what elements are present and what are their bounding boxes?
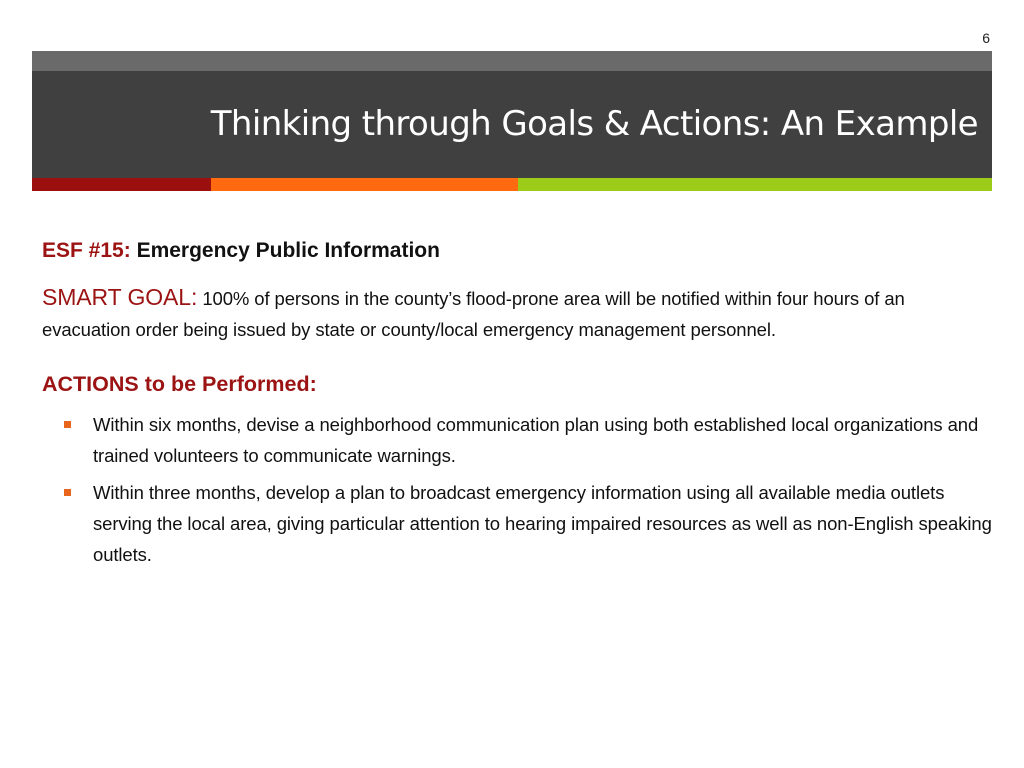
smart-goal-paragraph	[42, 282, 992, 345]
accent-segment-green	[518, 178, 992, 191]
square-bullet-icon	[64, 489, 71, 496]
slide-title: Thinking through Goals & Actions: An Example	[210, 104, 978, 144]
action-item-text: Within three months, develop a plan to broadcast emergency information using all available media outlets serving the local area, giving particular attention to hearing impaired resources as well as non-English speaking outlets.	[93, 482, 992, 565]
square-bullet-icon	[64, 421, 71, 428]
accent-segment-red	[32, 178, 211, 191]
smart-goal-text: 100% of persons in the county’s flood-prone area will be notified within four hours of an evacuation order being issued by state or county/local emergency management personnel.	[42, 288, 905, 340]
actions-list	[42, 409, 992, 570]
smart-goal-label: SMART GOAL:	[42, 284, 198, 310]
title-bar-top-strip	[32, 51, 992, 71]
accent-segment-orange	[211, 178, 518, 191]
list-item	[42, 477, 992, 570]
esf-heading	[42, 232, 992, 270]
esf-name: Emergency Public Information	[136, 239, 440, 262]
slide-content	[42, 232, 992, 570]
esf-label: ESF #15:	[42, 239, 131, 262]
slide-number: 6	[982, 30, 990, 46]
accent-bar	[32, 178, 992, 191]
action-item-text: Within six months, devise a neighborhood communication plan using both established local organizations and trained volunteers to communicate warnings.	[93, 414, 979, 466]
list-item	[42, 409, 992, 471]
title-bar	[32, 51, 992, 178]
actions-heading: ACTIONS to be Performed:	[42, 372, 317, 396]
